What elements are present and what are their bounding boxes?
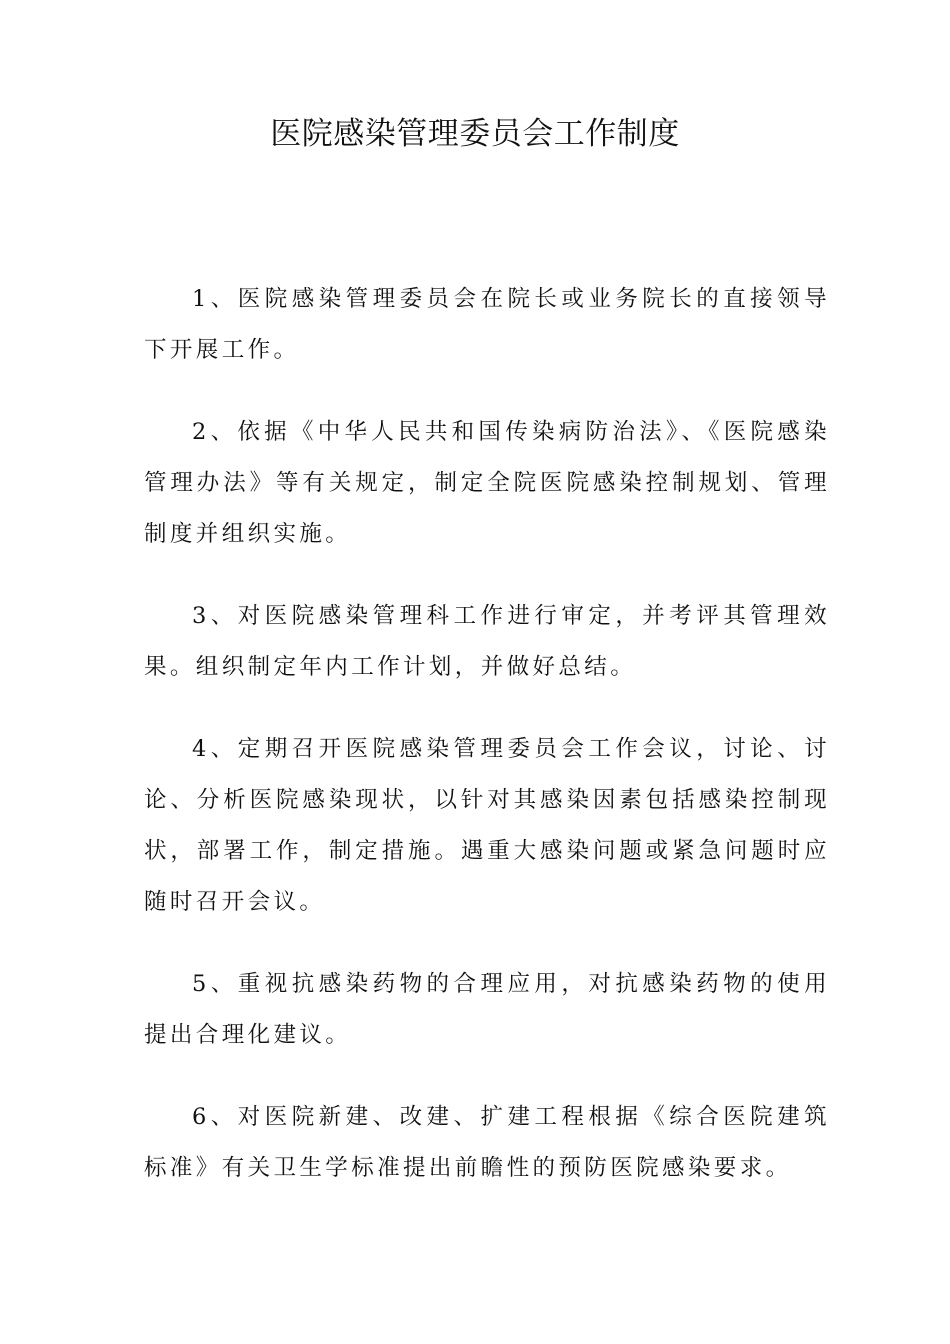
paragraph-1: 1、医院感染管理委员会在院长或业务院长的直接领导下开展工作。 <box>144 286 830 363</box>
paragraph-3: 3、对医院感染管理科工作进行审定，并考评其管理效果。组织制定年内工作计划，并做好总结。 <box>144 603 830 680</box>
paragraph-4: 4、定期召开医院感染管理委员会工作会议，讨论、讨论、分析医院感染现状，以针对其感染因素包括感染控制现状，部署工作，制定措施。遇重大感染问题或紧急问题时应随时召开会议。 <box>144 736 830 915</box>
paragraph-2: 2、依据《中华人民共和国传染病防治法》、《医院感染管理办法》等有关规定，制定全院医院感染控制规划、管理制度并组织实施。 <box>144 419 830 547</box>
document-body <box>144 274 830 1225</box>
paragraph-5: 5、重视抗感染药物的合理应用，对抗感染药物的使用提出合理化建议。 <box>144 971 830 1048</box>
paragraph-6: 6、对医院新建、改建、扩建工程根据《综合医院建筑标准》有关卫生学标准提出前瞻性的预防医院感染要求。 <box>144 1104 830 1181</box>
document-title: 医院感染管理委员会工作制度 <box>270 116 680 152</box>
